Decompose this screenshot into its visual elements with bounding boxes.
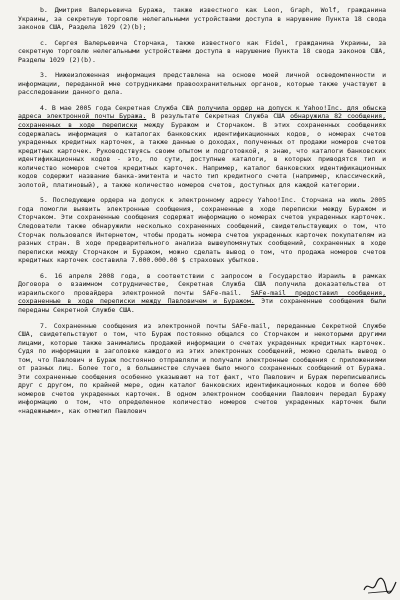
paragraph-2b-text: b. Дмитрия Валерьевича Буража, также известного как Leon, Graph, Wolf, гражданина Украины, за секретную торговлю нелегальными устройствами доступа в нарушение Пункта 18 свода законов США, Раздела 1029 (2)(b); [18, 6, 386, 32]
paragraph-4 [18, 104, 386, 189]
paragraph-6-text-b: Эти сохраненные сообщения были переданы Секретной Службе США. [18, 297, 386, 314]
paragraph-6-underlined-safemail: SAFe-mail предоставил сообщения, сохраненные в ходе переписки между Павловичем и Буражом. [18, 288, 386, 306]
paragraph-4-underlined-messages: обнаружила 82 сообщения, сохраненных в ходе переписки [18, 112, 386, 130]
paragraph-4-text-b: В результате Секретная Служба США [146, 112, 291, 121]
paragraph-2c-text: c. Сергея Валерьевича Сторчака, также известного как Fidel, гражданина Украины, за секретную торговлю нелегальными устройствами доступа в нарушение Пункта 18 свода законов США, Разделы 1029 (2)(b). [18, 38, 386, 64]
paragraph-6-text-a: 6. 16 апреля 2008 года, в соответствии с запросом в Государство Израиль в рамках Договора о взаимном сотрудничестве, Секретная Служба США получила доказательства от израильского провайдера электронной почты SAFe-mail. [18, 271, 386, 297]
paragraph-3 [18, 71, 386, 97]
paragraph-4-text-a: 4. В мае 2005 года Секретная Служба США [40, 103, 198, 112]
paragraph-2c [18, 39, 386, 65]
paragraph-5-text: 5. Последующие ордера на допуск к электронному адресу Yahoo!Inc. Сторчака на июль 2005 года помогли выявить электронные сообщения, сохраненные в ходе переписки между Буражом и Сторчаком. Эти сохраненные сообщения содержат информацию о номерах счетов украденных карточек. Следователи также обнаружили несколько сохраненных сообщений, свидетельствующих о том, что Сторчак пользовался Интернетом, чтобы продать номера счетов украденных карточек покупателям из разных стран. В ходе предварительного анализа вышеупомянутых сообщений, сохраненных в ходе переписки между Сторчаком и Буражом, можно сделать вывод о том, что продажа номеров счетов кредитных карточек составила 7.000.000.00 $ страховых убытков. [18, 196, 386, 265]
paragraph-7-text: 7. Сохраненные сообщения из электронной почты SAFe-mail, переданные Секретной Службе США, свидетельствуют о том, что Бураж постоянно общался со Сторчаком и некоторыми другими лицами, которые также занимались продажей информации о счетах украденных кредитных карточек. Судя по информации в заголовке каждого из этих электронных сообщений, можно сделать вывод о том, что Павлович и Бураж постоянно отправляли и получали электронные сообщения с приложениями от разных лиц. Более того, в большинстве случаев было много сохраненных сообщений от Буража. Эти сохраненные сообщения особенно указывают на тот факт, что Павлович и Бураж переписывались друг с другом, по крайней мере, один каталог банковских идентификационных кодов и более 600 номеров счетов украденных карточек. В одном электронном сообщении Павлович передал Буражу информацию о том, что определенное количество номеров счетов украденных карточек были «надежными», как отметил Павлович [18, 321, 386, 415]
paragraph-4-text-c: между Буражом и Сторчаком. В этих сохраненных сообщениях содержалась информация о каталогах банковских идентификационных кодов, о номерах счетов украденных кредитных карточек, а также данные о доходах, полученных от продажи номеров счетов кредитных карточек. Руководствуясь своим опытом и подготовкой, я знаю, что каталоги банковских идентификационных кодов - это, по сути, доступные каталоги, в которых приводятся тип и количество номеров счетов кредитных карточек. Например, каталог банковских идентификационных кодов содержит название банка-эмитента и часто тип кредитного счета (например, классический, золотой, платиновый), а также количество номеров счетов, доступных для каждой категории. [18, 121, 387, 189]
paragraph-3-text: 3. Нижеизложенная информация представлена на основе моей личной осведомленности и информации, переданной мне сотрудниками правоохранительных органов, которые также участвуют в расследовании данного дела. [18, 71, 386, 97]
paragraph-2b [18, 6, 386, 32]
paragraph-5 [18, 196, 386, 264]
paragraph-6 [18, 272, 386, 315]
handwritten-mark-icon [362, 576, 398, 596]
paragraph-7 [18, 322, 386, 416]
paragraph-4-underlined-warrant: получила ордер на допуск к Yahoo!Inc. для обыска адреса электронной почты Буража. [18, 103, 386, 121]
